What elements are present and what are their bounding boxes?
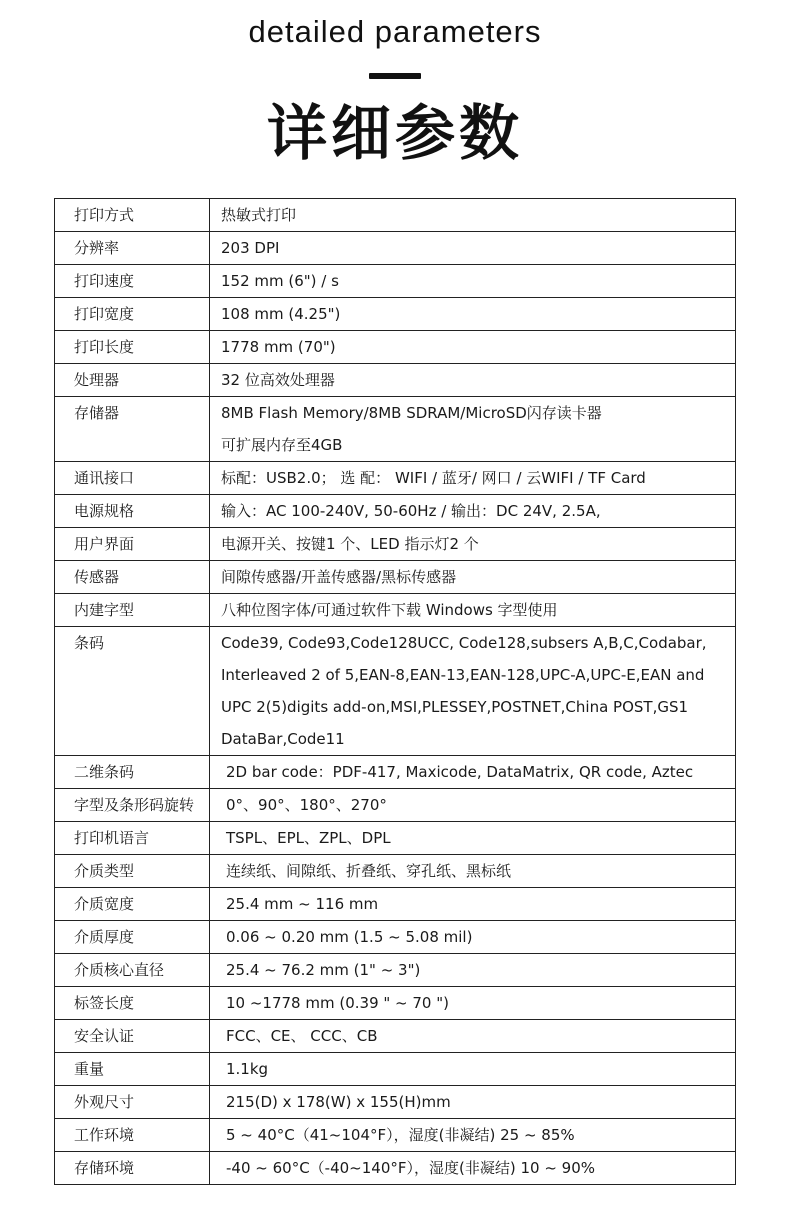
spec-value: [210, 561, 736, 594]
spec-label: 介质宽度: [55, 888, 210, 921]
spec-value-line: Interleaved 2 of 5,EAN-8,EAN-13,EAN-128,UPC-A,UPC-E,EAN and: [221, 666, 705, 684]
specs-table-body: [55, 199, 736, 1185]
spec-label: 介质厚度: [55, 921, 210, 954]
spec-row: [55, 1086, 736, 1119]
spec-value-line: UPC 2(5)digits add-on,MSI,PLESSEY,POSTNET,China POST,GS1: [221, 698, 689, 716]
spec-value-line: DataBar,Code11: [221, 730, 345, 748]
spec-row: [55, 232, 736, 265]
spec-row: [55, 331, 736, 364]
spec-value-line: 0.06 ~ 0.20 mm (1.5 ~ 5.08 mil): [226, 928, 473, 946]
spec-label: 介质类型: [55, 855, 210, 888]
spec-row: [55, 397, 736, 462]
spec-value: [210, 462, 736, 495]
spec-label: 打印宽度: [55, 298, 210, 331]
spec-value: [210, 1020, 736, 1053]
spec-value-line: FCC、CE、 CCC、CB: [226, 1027, 378, 1045]
spec-value-line: 2D bar code：PDF-417, Maxicode, DataMatrix, QR code, Aztec: [226, 763, 694, 781]
spec-row: [55, 756, 736, 789]
spec-label: 二维条码: [55, 756, 210, 789]
spec-value-line: 152 mm (6") / s: [221, 272, 339, 290]
spec-row: [55, 462, 736, 495]
spec-value-line: 1778 mm (70"): [221, 338, 336, 356]
spec-value: [210, 364, 736, 397]
spec-value-line: 间隙传感器/开盖传感器/黑标传感器: [221, 568, 457, 586]
spec-label: 处理器: [55, 364, 210, 397]
spec-label: 打印长度: [55, 331, 210, 364]
spec-label: 打印机语言: [55, 822, 210, 855]
spec-value-line: 25.4 ~ 76.2 mm (1" ~ 3"): [226, 961, 421, 979]
spec-value: [210, 528, 736, 561]
spec-label: 用户界面: [55, 528, 210, 561]
title-divider: [369, 73, 421, 79]
spec-value: [210, 594, 736, 627]
spec-value-line: 8MB Flash Memory/8MB SDRAM/MicroSD闪存读卡器: [221, 404, 602, 422]
spec-value: [210, 265, 736, 298]
spec-value: [210, 1086, 736, 1119]
spec-row: [55, 1152, 736, 1185]
spec-value: [210, 921, 736, 954]
spec-row: [55, 199, 736, 232]
spec-value-line: 电源开关、按键1 个、LED 指示灯2 个: [221, 535, 479, 553]
spec-label: 电源规格: [55, 495, 210, 528]
spec-label: 打印方式: [55, 199, 210, 232]
spec-value-line: 0°、90°、180°、270°: [226, 796, 387, 814]
spec-row: [55, 627, 736, 756]
spec-value-line: 热敏式打印: [221, 206, 297, 224]
spec-value-line: 标配：USB2.0； 选 配： WIFI / 蓝牙/ 网口 / 云WIFI / TF Card: [221, 469, 646, 487]
spec-label: 条码: [55, 627, 210, 756]
spec-value: [210, 855, 736, 888]
spec-value: [210, 298, 736, 331]
spec-label: 通讯接口: [55, 462, 210, 495]
spec-row: [55, 921, 736, 954]
spec-row: [55, 954, 736, 987]
spec-value-line: 32 位高效处理器: [221, 371, 335, 389]
spec-label: 打印速度: [55, 265, 210, 298]
spec-row: [55, 561, 736, 594]
spec-value-line: -40 ~ 60°C（-40~140°F），湿度(非凝结) 10 ~ 90%: [226, 1159, 595, 1177]
spec-value: [210, 397, 736, 462]
spec-value: [210, 199, 736, 232]
spec-row: [55, 1020, 736, 1053]
spec-label: 传感器: [55, 561, 210, 594]
spec-row: [55, 1119, 736, 1152]
spec-value-line: 可扩展内存至4GB: [221, 436, 343, 454]
spec-row: [55, 1053, 736, 1086]
spec-row: [55, 987, 736, 1020]
spec-row: [55, 789, 736, 822]
spec-value-line: 连续纸、间隙纸、折叠纸、穿孔纸、黑标纸: [226, 862, 512, 880]
page-title-english: detailed parameters: [248, 14, 542, 49]
spec-value: [210, 1053, 736, 1086]
spec-label: 存储环境: [55, 1152, 210, 1185]
spec-label: 介质核心直径: [55, 954, 210, 987]
spec-label: 安全认证: [55, 1020, 210, 1053]
spec-label: 工作环境: [55, 1119, 210, 1152]
spec-value: [210, 756, 736, 789]
spec-label: 重量: [55, 1053, 210, 1086]
spec-label: 字型及条形码旋转: [55, 789, 210, 822]
spec-label: 内建字型: [55, 594, 210, 627]
spec-value-line: 10 ~1778 mm (0.39 " ~ 70 "): [226, 994, 449, 1012]
spec-row: [55, 855, 736, 888]
spec-value: [210, 888, 736, 921]
spec-value-line: TSPL、EPL、ZPL、DPL: [226, 829, 391, 847]
spec-value-line: 输入：AC 100-240V, 50-60Hz / 输出：DC 24V, 2.5A,: [221, 502, 601, 520]
spec-row: [55, 265, 736, 298]
spec-value: [210, 495, 736, 528]
spec-value-line: 1.1kg: [226, 1060, 269, 1078]
spec-row: [55, 298, 736, 331]
specs-table: [54, 198, 736, 1185]
spec-value: [210, 627, 736, 756]
spec-value: [210, 954, 736, 987]
spec-row: [55, 822, 736, 855]
spec-label: 存储器: [55, 397, 210, 462]
spec-value: [210, 822, 736, 855]
spec-value: [210, 232, 736, 265]
spec-row: [55, 888, 736, 921]
spec-row: [55, 364, 736, 397]
spec-value-line: 203 DPI: [221, 239, 280, 257]
spec-value: [210, 1152, 736, 1185]
spec-value-line: Code39, Code93,Code128UCC, Code128,subsers A,B,C,Codabar,: [221, 634, 707, 652]
spec-value-line: 八种位图字体/可通过软件下载 Windows 字型使用: [221, 601, 558, 619]
spec-value: [210, 789, 736, 822]
spec-value-line: 215(D) x 178(W) x 155(H)mm: [226, 1093, 451, 1111]
spec-label: 外观尺寸: [55, 1086, 210, 1119]
spec-label: 分辨率: [55, 232, 210, 265]
spec-value-line: 108 mm (4.25"): [221, 305, 341, 323]
spec-row: [55, 528, 736, 561]
page-title-chinese: 详细参数: [267, 99, 523, 169]
spec-value: [210, 331, 736, 364]
spec-label: 标签长度: [55, 987, 210, 1020]
spec-value-line: 25.4 mm ~ 116 mm: [226, 895, 379, 913]
spec-row: [55, 594, 736, 627]
spec-row: [55, 495, 736, 528]
spec-value: [210, 1119, 736, 1152]
spec-value-line: 5 ~ 40°C（41~104°F），湿度(非凝结) 25 ~ 85%: [226, 1126, 575, 1144]
spec-value: [210, 987, 736, 1020]
